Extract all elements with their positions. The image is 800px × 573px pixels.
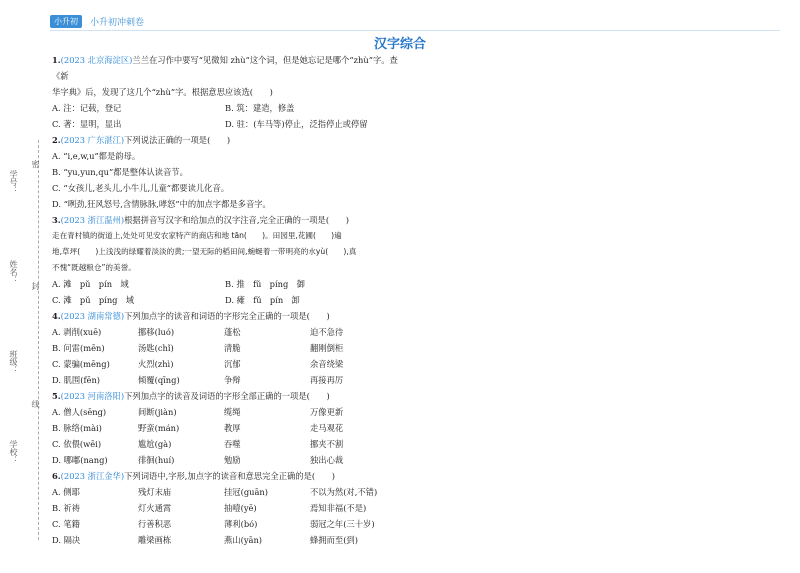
school-label: 学校：	[9, 440, 18, 464]
question-4	[52, 308, 398, 388]
question-list	[52, 52, 398, 548]
cell: D. 哪嘟(nang)	[52, 455, 108, 465]
cell: C. 蒙骗(mēng)	[52, 359, 110, 369]
cell: 迫不急待	[310, 327, 344, 337]
cell: 缆绳	[224, 407, 241, 417]
q1-option-a[interactable]: A. 注：记载，登记	[52, 103, 122, 113]
q6-option-d[interactable]	[52, 532, 398, 548]
book-title: 小升初冲刺卷	[90, 17, 145, 28]
cell: 万像更新	[310, 407, 344, 417]
seal-mark-xian: 线	[31, 400, 40, 408]
q3-option-b[interactable]: B. 推 fǔ píng 御	[225, 279, 305, 289]
cell: 灯火通霄	[138, 503, 172, 513]
cell: A. 侧耶	[52, 487, 80, 497]
cell: 清脆	[224, 343, 241, 353]
cell: 挪夹不割	[310, 439, 344, 449]
cell: D. 隔决	[52, 535, 81, 545]
cell: 勉励	[224, 455, 241, 465]
page-header	[50, 12, 144, 30]
cell: 再接再厉	[310, 375, 344, 385]
question-3	[52, 212, 398, 308]
cell: C. 笔籍	[52, 519, 80, 529]
q3-option-d[interactable]: D. 瘫 fǔ pín 卸	[225, 295, 300, 305]
q3-option-a[interactable]: A. 滩 pǔ pín 域	[52, 279, 129, 289]
cell: 焉知非福(不是)	[310, 503, 367, 513]
cell: D. 肌围(fēn)	[52, 375, 101, 385]
q6-stem: 下列词语中,字形,加点字的读音和意思完全正确的是( )	[124, 471, 335, 481]
cell: B. 脉络(mài)	[52, 423, 102, 433]
q3-number: 3.	[52, 215, 61, 225]
question-5	[52, 388, 398, 468]
q2-option-a[interactable]: A. “i,e,w,u”都是韵母。	[52, 151, 141, 161]
q5-stem: 下列加点字的读音及词语的字形全部正确的一项是( )	[124, 391, 330, 401]
cell: 不以为然(对,不错)	[310, 487, 378, 497]
question-6	[52, 468, 398, 548]
q4-option-a[interactable]	[52, 324, 398, 340]
q5-option-a[interactable]	[52, 404, 398, 420]
name-label: 姓名：	[9, 260, 18, 284]
cell: 教厚	[224, 423, 241, 433]
q3-stem: 根据拼音写汉字和给加点的汉字注音,完全正确的一项是( )	[124, 215, 349, 225]
cell: 蓬松	[224, 327, 241, 337]
q6-number: 6.	[52, 471, 61, 481]
q6-option-b[interactable]	[52, 500, 398, 516]
q2-option-b[interactable]: B. “yu,yun,qu”都是整体认读音节。	[52, 167, 188, 177]
question-2	[52, 132, 398, 212]
q1-stem-line2: 华字典》后，发现了这几个“zhù”字。根据意思应该选( )	[52, 87, 273, 97]
cell: 汤匙(chǐ)	[138, 343, 174, 353]
q2-option-d[interactable]: D. “咧劲,狂风怒号,含情脉脉,哮怒”中的加点字都是多音字。	[52, 199, 271, 209]
cell: 行善积恶	[138, 519, 172, 529]
class-label: 班级：	[9, 350, 18, 374]
cell: 薄利(bó)	[224, 519, 258, 529]
q3-passage-line3: 不愧“既越粮仓”的美誉。	[52, 263, 136, 272]
q2-number: 2.	[52, 135, 61, 145]
cell: 尴尬(gà)	[138, 439, 172, 449]
binding-line	[38, 140, 39, 540]
cell: 挪移(luó)	[138, 327, 175, 337]
q2-option-c[interactable]: C. “女孩儿,老头儿,小牛儿,儿童”都要读儿化音。	[52, 183, 230, 193]
q4-option-d[interactable]	[52, 372, 398, 388]
q1-option-d[interactable]: D. 驻：(车马等)停止，泛指停止或停留	[225, 119, 368, 129]
q5-option-b[interactable]	[52, 420, 398, 436]
q6-option-c[interactable]	[52, 516, 398, 532]
q5-option-c[interactable]	[52, 436, 398, 452]
cell: 争辩	[224, 375, 241, 385]
cell: 燕山(yān)	[224, 535, 263, 545]
q1-option-c[interactable]: C. 著：显明，显出	[52, 119, 122, 129]
cell: 野蛮(mán)	[138, 423, 180, 433]
cell: 火烈(zhì)	[138, 359, 174, 369]
cell: 蜂拥而至(到)	[310, 535, 358, 545]
seal-mark-feng: 封	[31, 282, 40, 290]
question-1	[52, 52, 398, 132]
cell: 倾覆(qīng)	[138, 375, 180, 385]
q3-option-c[interactable]: C. 滩 pǔ píng 域	[52, 295, 135, 305]
cell: B. 问雷(mēn)	[52, 343, 105, 353]
q4-option-c[interactable]	[52, 356, 398, 372]
seal-mark-mi: 密	[31, 160, 40, 168]
cell: 挂冠(guān)	[224, 487, 269, 497]
q5-number: 5.	[52, 391, 61, 401]
q5-option-d[interactable]	[52, 452, 398, 468]
q6-source: (2023 浙江金华)	[60, 471, 125, 481]
student-no-label: 学号：	[9, 170, 18, 194]
q4-stem: 下列加点字的读音和词语的字形完全正确的一项是( )	[124, 311, 330, 321]
cell: 残灯末庙	[138, 487, 172, 497]
q2-source: (2023 广东湛江)	[60, 135, 125, 145]
header-badge: 小升初	[50, 15, 82, 28]
cell: 弱冠之年(三十岁)	[310, 519, 375, 529]
q6-option-a[interactable]	[52, 484, 398, 500]
q1-option-b[interactable]: B. 筑：建造，修盖	[225, 103, 295, 113]
cell: 余音绕梁	[310, 359, 344, 369]
q4-source: (2023 湖南常德)	[60, 311, 125, 321]
q1-source: (2023 北京海淀区)	[60, 55, 133, 65]
cell: 沉郁	[224, 359, 241, 369]
header-divider	[50, 30, 780, 31]
q2-stem: 下列说法正确的一项是( )	[124, 135, 231, 145]
q3-passage-line1: 走在青村镇的街道上,处处可见安农家特产的商店和地 tān( )。田园里,花圃( )遍	[52, 231, 342, 240]
q3-source: (2023 浙江温州)	[60, 215, 125, 225]
cell: B. 祈祷	[52, 503, 80, 513]
cell: 雕梁画栋	[138, 535, 172, 545]
cell: 吞噬	[224, 439, 241, 449]
cell: 独出心裁	[310, 455, 344, 465]
cell: 间断(jiàn)	[138, 407, 177, 417]
q3-passage-line2: 地,草坪( )上浅浅的绿耀着淡淡的黄;一望无际的稻田间,蜿蜒着一带明亮的水yù( ),真	[52, 247, 357, 256]
cell: 走马观花	[310, 423, 344, 433]
cell: A. 剥削(xuē)	[52, 327, 102, 337]
q4-option-b[interactable]	[52, 340, 398, 356]
q5-source: (2023 河南洛阳)	[60, 391, 125, 401]
cell: C. 依偎(wēi)	[52, 439, 102, 449]
q4-number: 4.	[52, 311, 61, 321]
cell: 抽噎(yē)	[224, 503, 257, 513]
q1-stem-line1: 兰兰在习作中要写“见微知 zhù”这个词，但是她忘记是哪个“zhù”字。查《新	[52, 55, 398, 81]
q1-number: 1.	[52, 55, 61, 65]
cell: A. 僧人(sēng)	[52, 407, 107, 417]
cell: 徘徊(huí)	[138, 455, 175, 465]
cell: 翻刚倒柜	[310, 343, 344, 353]
page-title: 汉字综合	[373, 37, 426, 52]
